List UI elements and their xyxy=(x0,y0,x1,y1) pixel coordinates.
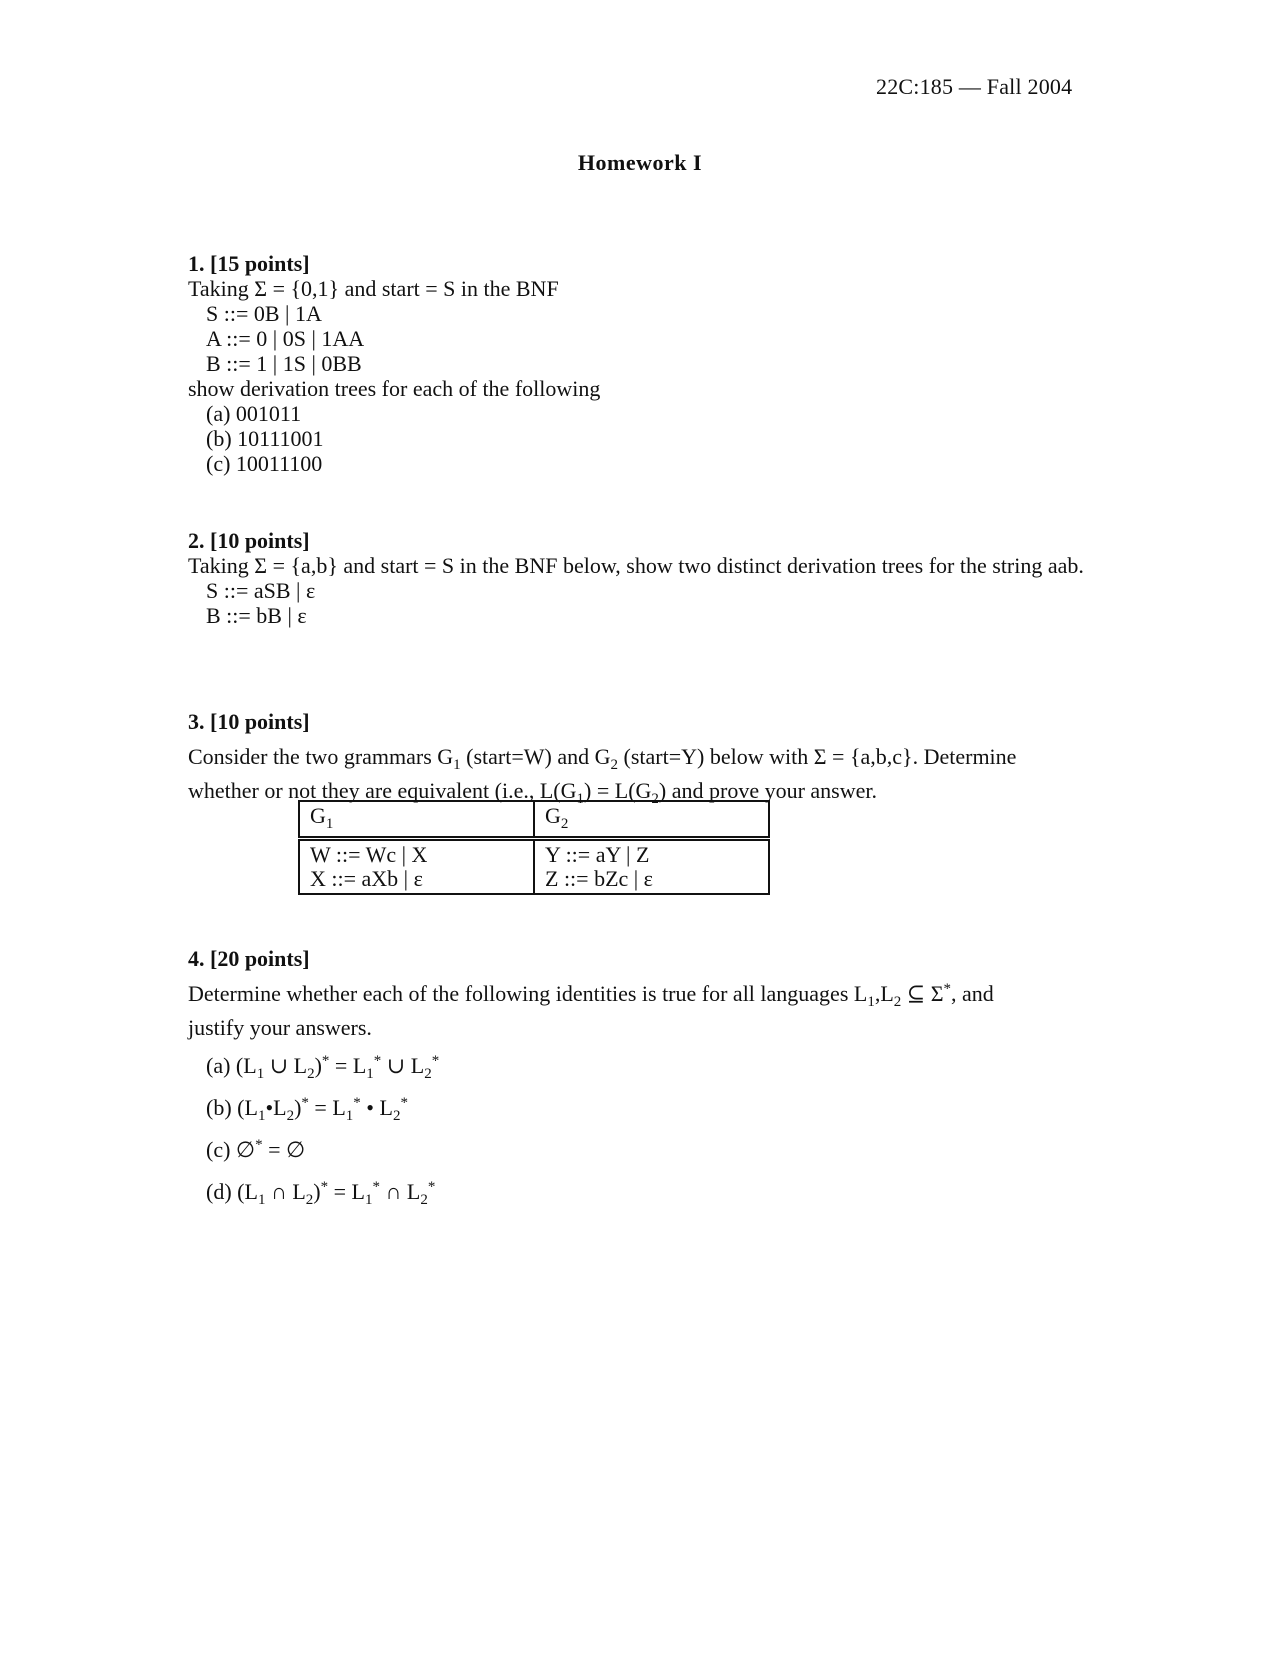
subscript: 2 xyxy=(610,757,619,773)
subscript: 2 xyxy=(651,791,659,807)
text-segment: whether or not they are equivalent (i.e., L(G xyxy=(188,778,577,803)
identity-c: (c) ∅* = ∅ xyxy=(206,1137,306,1162)
problem-1-rule-a: A ::= 0 | 0S | 1AA xyxy=(206,326,365,351)
problem-2 xyxy=(188,528,1088,628)
identity-b: (b) $(L_1•L_2)^* = L_1^*$ • $L_2^*$ xyxy=(206,1095,408,1124)
problem-1-instruction: show derivation trees for each of the following xyxy=(188,376,601,401)
problem-4-text-line-1 xyxy=(188,977,1088,1011)
problem-1-rule-s: S ::= 0B | 1A xyxy=(206,301,322,326)
text-segment: ) and prove your answer. xyxy=(658,778,878,803)
course-header: 22C:185 — Fall 2004 xyxy=(876,74,1073,99)
problem-4-heading: 4. [20 points] xyxy=(188,946,310,971)
problem-2-intro: Taking Σ = {a,b} and start = S in the BNF below, show two distinct derivation trees for the string aab. xyxy=(188,553,1084,578)
g2-rule-y: Y ::= aY | Z xyxy=(545,842,650,867)
text-segment: Consider the two grammars G xyxy=(188,744,454,769)
identity-a: (a) ($L_1$ ∪ $L_2)^* = L_1^*$ ∪ $L_2^*$ xyxy=(206,1053,440,1082)
text-segment: ⊆ Σ xyxy=(901,981,944,1006)
problem-1-rule-b: B ::= 1 | 1S | 0BB xyxy=(206,351,362,376)
problem-3-text-line-1 xyxy=(188,740,1088,774)
problem-2-rule-b: B ::= bB | ε xyxy=(206,603,307,628)
problem-1-part-b: (b) 10111001 xyxy=(206,426,324,451)
text-segment: ) = L(G xyxy=(584,778,652,803)
problem-2-rule-s: S ::= aSB | ε xyxy=(206,578,316,603)
subscript: 2 xyxy=(560,816,569,832)
problem-4 xyxy=(188,946,1088,1213)
subscript: 1 xyxy=(867,994,875,1010)
problem-3-heading: 3. [10 points] xyxy=(188,709,310,734)
problem-4-text-line-2: justify your answers. xyxy=(188,1015,372,1040)
superscript: * xyxy=(943,981,952,997)
table-row xyxy=(299,839,769,895)
subscript: 1 xyxy=(453,757,461,773)
problem-1-intro: Taking Σ = {0,1} and start = S in the BNF xyxy=(188,276,559,301)
subscript: 1 xyxy=(576,791,585,807)
g2-rule-z: Z ::= bZc | ε xyxy=(545,866,653,891)
text-segment: , and xyxy=(951,981,994,1006)
problem-1-part-a: (a) 001011 xyxy=(206,401,302,426)
text-segment: (start=W) and G xyxy=(460,744,611,769)
document-title: Homework I xyxy=(577,150,703,175)
problem-2-heading: 2. [10 points] xyxy=(188,528,310,553)
text-segment: (start=Y) below with Σ = {a,b,c}. Determine xyxy=(618,744,1017,769)
identity-d: (d) ($L_1$ ∩ $L_2)^* = L_1^*$ ∩ $L_2^*$ xyxy=(206,1179,436,1208)
problem-1-heading: 1. [15 points] xyxy=(188,251,310,276)
text-segment: Determine whether each of the following identities is true for all languages L xyxy=(188,981,868,1006)
g1-rules-cell xyxy=(299,839,534,895)
g1-rule-w: W ::= Wc | X xyxy=(310,842,428,867)
g1-rule-x: X ::= aXb | ε xyxy=(310,866,423,891)
text-segment: ,L xyxy=(874,981,894,1006)
g2-rules-cell xyxy=(534,839,769,895)
grammar-comparison-table xyxy=(298,800,770,895)
problem-3 xyxy=(188,709,1088,808)
table-header-g2: $G_2$ xyxy=(534,801,769,839)
table-header-g1: $G_1$ xyxy=(299,801,534,839)
table-header-row xyxy=(299,801,769,839)
subscript: 2 xyxy=(893,994,902,1010)
problem-1 xyxy=(188,251,1088,476)
subscript: 1 xyxy=(325,816,334,832)
problem-1-part-c: (c) 10011100 xyxy=(206,451,323,476)
